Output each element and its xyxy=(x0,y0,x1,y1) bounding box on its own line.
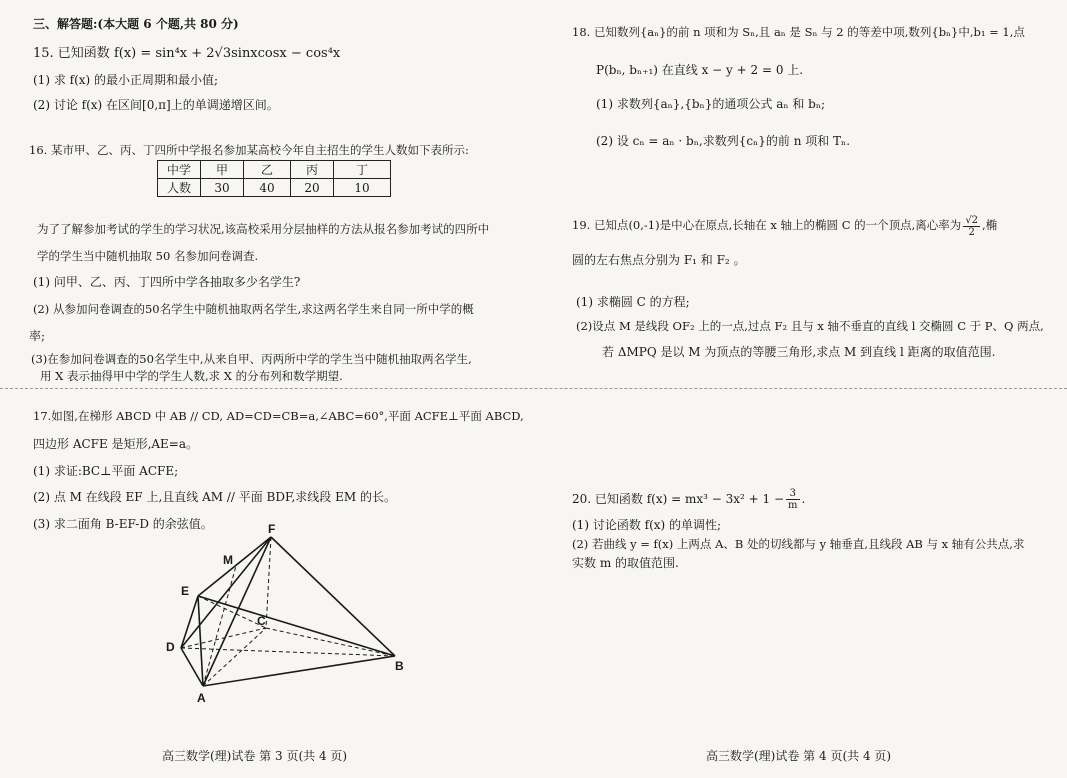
q19-stem-post: ,椭 xyxy=(982,218,998,232)
right-page-footer: 高三数学(理)试卷 第 4 页(共 4 页) xyxy=(706,749,892,763)
section-title: 三、解答题:(本大题 6 个题,共 80 分) xyxy=(33,17,239,31)
q16-desc-2: 学的学生当中随机抽取 50 名参加问卷调查. xyxy=(37,249,259,263)
table-row xyxy=(158,179,391,197)
fraction-numerator: 3 xyxy=(786,488,799,500)
table-row-label: 人数 xyxy=(158,179,201,197)
edge-FA xyxy=(203,537,271,686)
edge-AB xyxy=(203,656,395,686)
q18-part-1: (1) 求数列{aₙ},{bₙ}的通项公式 aₙ 和 bₙ; xyxy=(596,97,826,111)
q16-part-1: (1) 问甲、乙、丙、丁四所中学各抽取多少名学生? xyxy=(33,275,301,289)
edge-EA xyxy=(198,596,203,686)
q19-stem-pre: 19. 已知点(0,-1)是中心在原点,长轴在 x 轴上的椭圆 C 的一个顶点,离心率为 xyxy=(572,218,962,232)
fraction-denominator: 2 xyxy=(968,226,975,238)
label-M: M xyxy=(223,553,233,567)
q19-part-2-line-1: (2)设点 M 是线段 OF₂ 上的一点,过点 F₂ 且与 x 轴不垂直的直线 l 交椭圆 C 于 P、Q 两点, xyxy=(576,319,1044,333)
label-E: E xyxy=(181,584,190,598)
q20-part-2-line-1: (2) 若曲线 y = f(x) 上两点 A、B 处的切线都与 y 轴垂直,且线段 AB 与 x 轴有公共点,求 xyxy=(572,537,1025,551)
q20-stem-pre: 20. 已知函数 f(x) = mx³ − 3x² + 1 − xyxy=(572,492,785,506)
table-header-cell: 乙 xyxy=(244,161,291,179)
right-page xyxy=(534,0,1067,778)
q15-part-2: (2) 讨论 f(x) 在区间[0,π]上的单调递增区间。 xyxy=(33,98,279,112)
table-header-cell: 丙 xyxy=(291,161,334,179)
table-cell: 40 xyxy=(244,179,291,197)
q17-stem-1: 17.如图,在梯形 ABCD 中 AB // CD, AD=CD=CB=a,∠ABC=60°,平面 ACFE⊥平面 ABCD, xyxy=(33,409,524,423)
fraction-numerator: √2 xyxy=(965,214,979,226)
label-F: F xyxy=(268,522,276,536)
q16-stem: 16. 某市甲、乙、丙、丁四所中学报名参加某高校今年自主招生的学生人数如下表所示: xyxy=(29,143,469,157)
q17-geometry-figure xyxy=(150,520,420,710)
edge-FB xyxy=(271,537,395,656)
label-B: B xyxy=(395,659,404,673)
q17-part-3: (3) 求二面角 B-EF-D 的余弦值。 xyxy=(33,517,213,531)
q19-part-2-line-2: 若 ΔMPQ 是以 M 为顶点的等腰三角形,求点 M 到直线 l 距离的取值范围. xyxy=(602,345,996,359)
q19-stem-2: 圆的左右焦点分别为 F₁ 和 F₂ 。 xyxy=(572,253,746,267)
edge-ED xyxy=(181,596,198,648)
edge-EB xyxy=(198,596,395,656)
q18-part-2: (2) 设 cₙ = aₙ · bₙ,求数列{cₙ}的前 n 项和 Tₙ. xyxy=(596,134,851,148)
q16-part-2-line-2: 率; xyxy=(29,329,46,343)
table-cell: 10 xyxy=(334,179,391,197)
page-fold-separator xyxy=(0,388,1067,389)
q17-stem-2: 四边形 ACFE 是矩形,AE=a。 xyxy=(33,437,199,451)
q16-table xyxy=(157,160,391,197)
solid-edges xyxy=(181,537,395,686)
table-cell: 20 xyxy=(291,179,334,197)
table-header-row xyxy=(158,161,391,179)
table-header-cell: 中学 xyxy=(158,161,201,179)
q20-part-2-line-2: 实数 m 的取值范围. xyxy=(572,556,679,570)
table-header-cell: 甲 xyxy=(201,161,244,179)
table-header-cell: 丁 xyxy=(334,161,391,179)
q19-stem-1 xyxy=(572,213,997,238)
edge-EF xyxy=(198,537,271,596)
q20-part-1: (1) 讨论函数 f(x) 的单调性; xyxy=(572,518,722,532)
q15-stem: 15. 已知函数 f(x) = sin⁴x + 2√3sinxcosx − cos⁴x xyxy=(33,46,341,61)
q18-stem-1: 18. 已知数列{aₙ}的前 n 项和为 Sₙ,且 aₙ 是 Sₙ 与 2 的等差中项,数列{bₙ}中,b₁ = 1,点 xyxy=(572,25,1025,39)
edge-FC xyxy=(266,537,271,628)
q16-part-2-line-1: (2) 从参加问卷调查的50名学生中随机抽取两名学生,求这两名学生来自同一所中学的概 xyxy=(33,302,474,316)
q15-part-1: (1) 求 f(x) 的最小正周期和最小值; xyxy=(33,73,219,87)
edge-DA xyxy=(181,648,203,686)
fraction-denominator: m xyxy=(788,500,798,511)
q18-stem-2: P(bₙ, bₙ₊₁) 在直线 x − y + 2 = 0 上. xyxy=(596,63,804,77)
q19-eccentricity-fraction xyxy=(963,215,980,238)
edge-CB xyxy=(266,628,395,656)
q20-stem xyxy=(572,486,805,512)
label-C: C xyxy=(257,614,266,628)
q19-part-1: (1) 求椭圆 C 的方程; xyxy=(576,295,690,309)
q16-desc-1: 为了了解参加考试的学生的学习状况,该高校采用分层抽样的方法从报名参加考试的四所中 xyxy=(37,222,490,236)
left-page-footer: 高三数学(理)试卷 第 3 页(共 4 页) xyxy=(162,749,348,763)
q17-part-1: (1) 求证:BC⊥平面 ACFE; xyxy=(33,464,179,478)
label-D: D xyxy=(166,640,175,654)
q20-stem-post: . xyxy=(801,492,806,506)
table-cell: 30 xyxy=(201,179,244,197)
q20-fraction xyxy=(786,488,799,511)
edge-DC xyxy=(181,628,266,648)
q17-part-2: (2) 点 M 在线段 EF 上,且直线 AM // 平面 BDF,求线段 EM 的长。 xyxy=(33,490,396,504)
q16-part-3-line-2: 用 X 表示抽得甲中学的学生人数,求 X 的分布列和数学期望. xyxy=(40,369,343,383)
q16-part-3-line-1: (3)在参加问卷调查的50名学生中,从来自甲、丙两所中学的学生当中随机抽取两名学生, xyxy=(31,352,472,366)
label-A: A xyxy=(197,691,206,705)
